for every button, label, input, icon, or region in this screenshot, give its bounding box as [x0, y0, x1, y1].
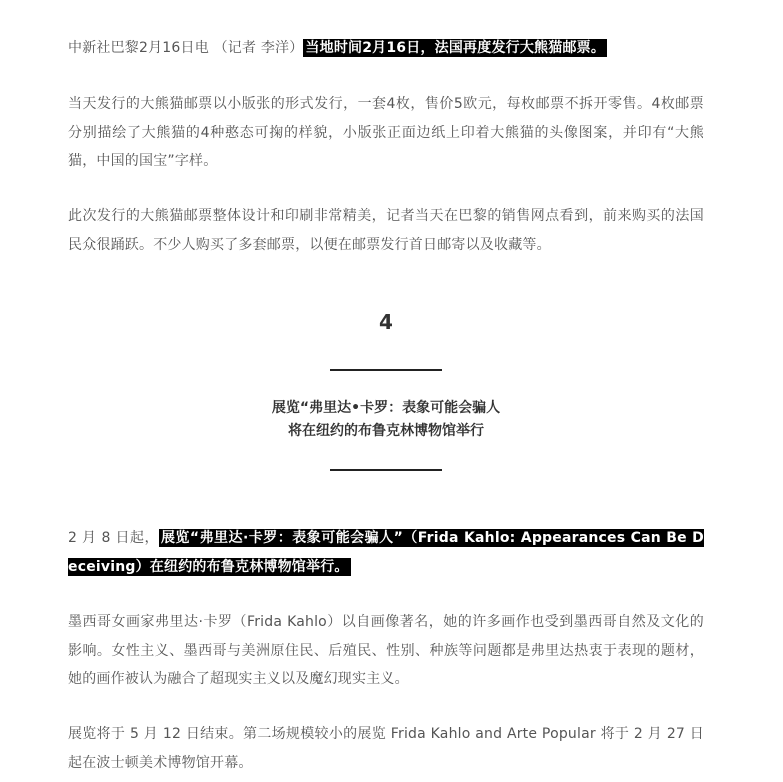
exhibition-date: 2 月 8 日起，: [68, 530, 159, 546]
lead-dateline: 中新社巴黎2月16日电 （记者 李洋）: [68, 40, 304, 56]
section-number: 4: [379, 310, 393, 334]
section-title-line-1: 展览“弗里达•卡罗：表象可能会骗人: [271, 400, 501, 416]
section-divider-top: [330, 369, 442, 371]
section-divider-bottom: [330, 469, 442, 471]
paragraph-exhibition-schedule: 展览将于 5 月 12 日结束。第二场规模较小的展览 Frida Kahlo and Arte Popular 将于 2 月 27 日起在波士顿美术博物馆开幕。: [68, 726, 704, 771]
paragraph-artist-bio: 墨西哥女画家弗里达·卡罗（Frida Kahlo）以自画像著名，她的许多画作也受到墨西哥自然及文化的影响。女性主义、墨西哥与美洲原住民、后殖民、性别、种族等问题都是弗里达热衷于表现的题材，她的画作被认为融合了超现实主义以及魔幻现实主义。: [68, 614, 704, 687]
paragraph-stamp-details: 当天发行的大熊猫邮票以小版张的形式发行，一套4枚，售价5欧元，每枚邮票不拆开零售。4枚邮票分别描绘了大熊猫的4种憨态可掬的样貌，小版张正面边纸上印着大熊猫的头像图案，并印有“大熊猫，中国的国宝”字样。: [68, 96, 704, 169]
section-title: [68, 397, 704, 443]
paragraph-news-lead: [68, 34, 704, 63]
exhibition-highlight: 展览“弗里达·卡罗：表象可能会骗人”（Frida Kahlo: Appearances Can Be Deceiving）在纽约的布鲁克林博物馆举行。: [68, 530, 705, 575]
paragraph-stamp-sales: 此次发行的大熊猫邮票整体设计和印刷非常精美，记者当天在巴黎的销售网点看到，前来购买的法国民众很踊跃。不少人购买了多套邮票，以便在邮票发行首日邮寄以及收藏等。: [68, 208, 704, 253]
section-title-line-2: 将在纽约的布鲁克林博物馆举行: [288, 423, 484, 439]
lead-highlight: 当地时间2月16日，法国再度发行大熊猫邮票。: [305, 40, 606, 56]
paragraph-exhibition-lead: [68, 524, 704, 581]
